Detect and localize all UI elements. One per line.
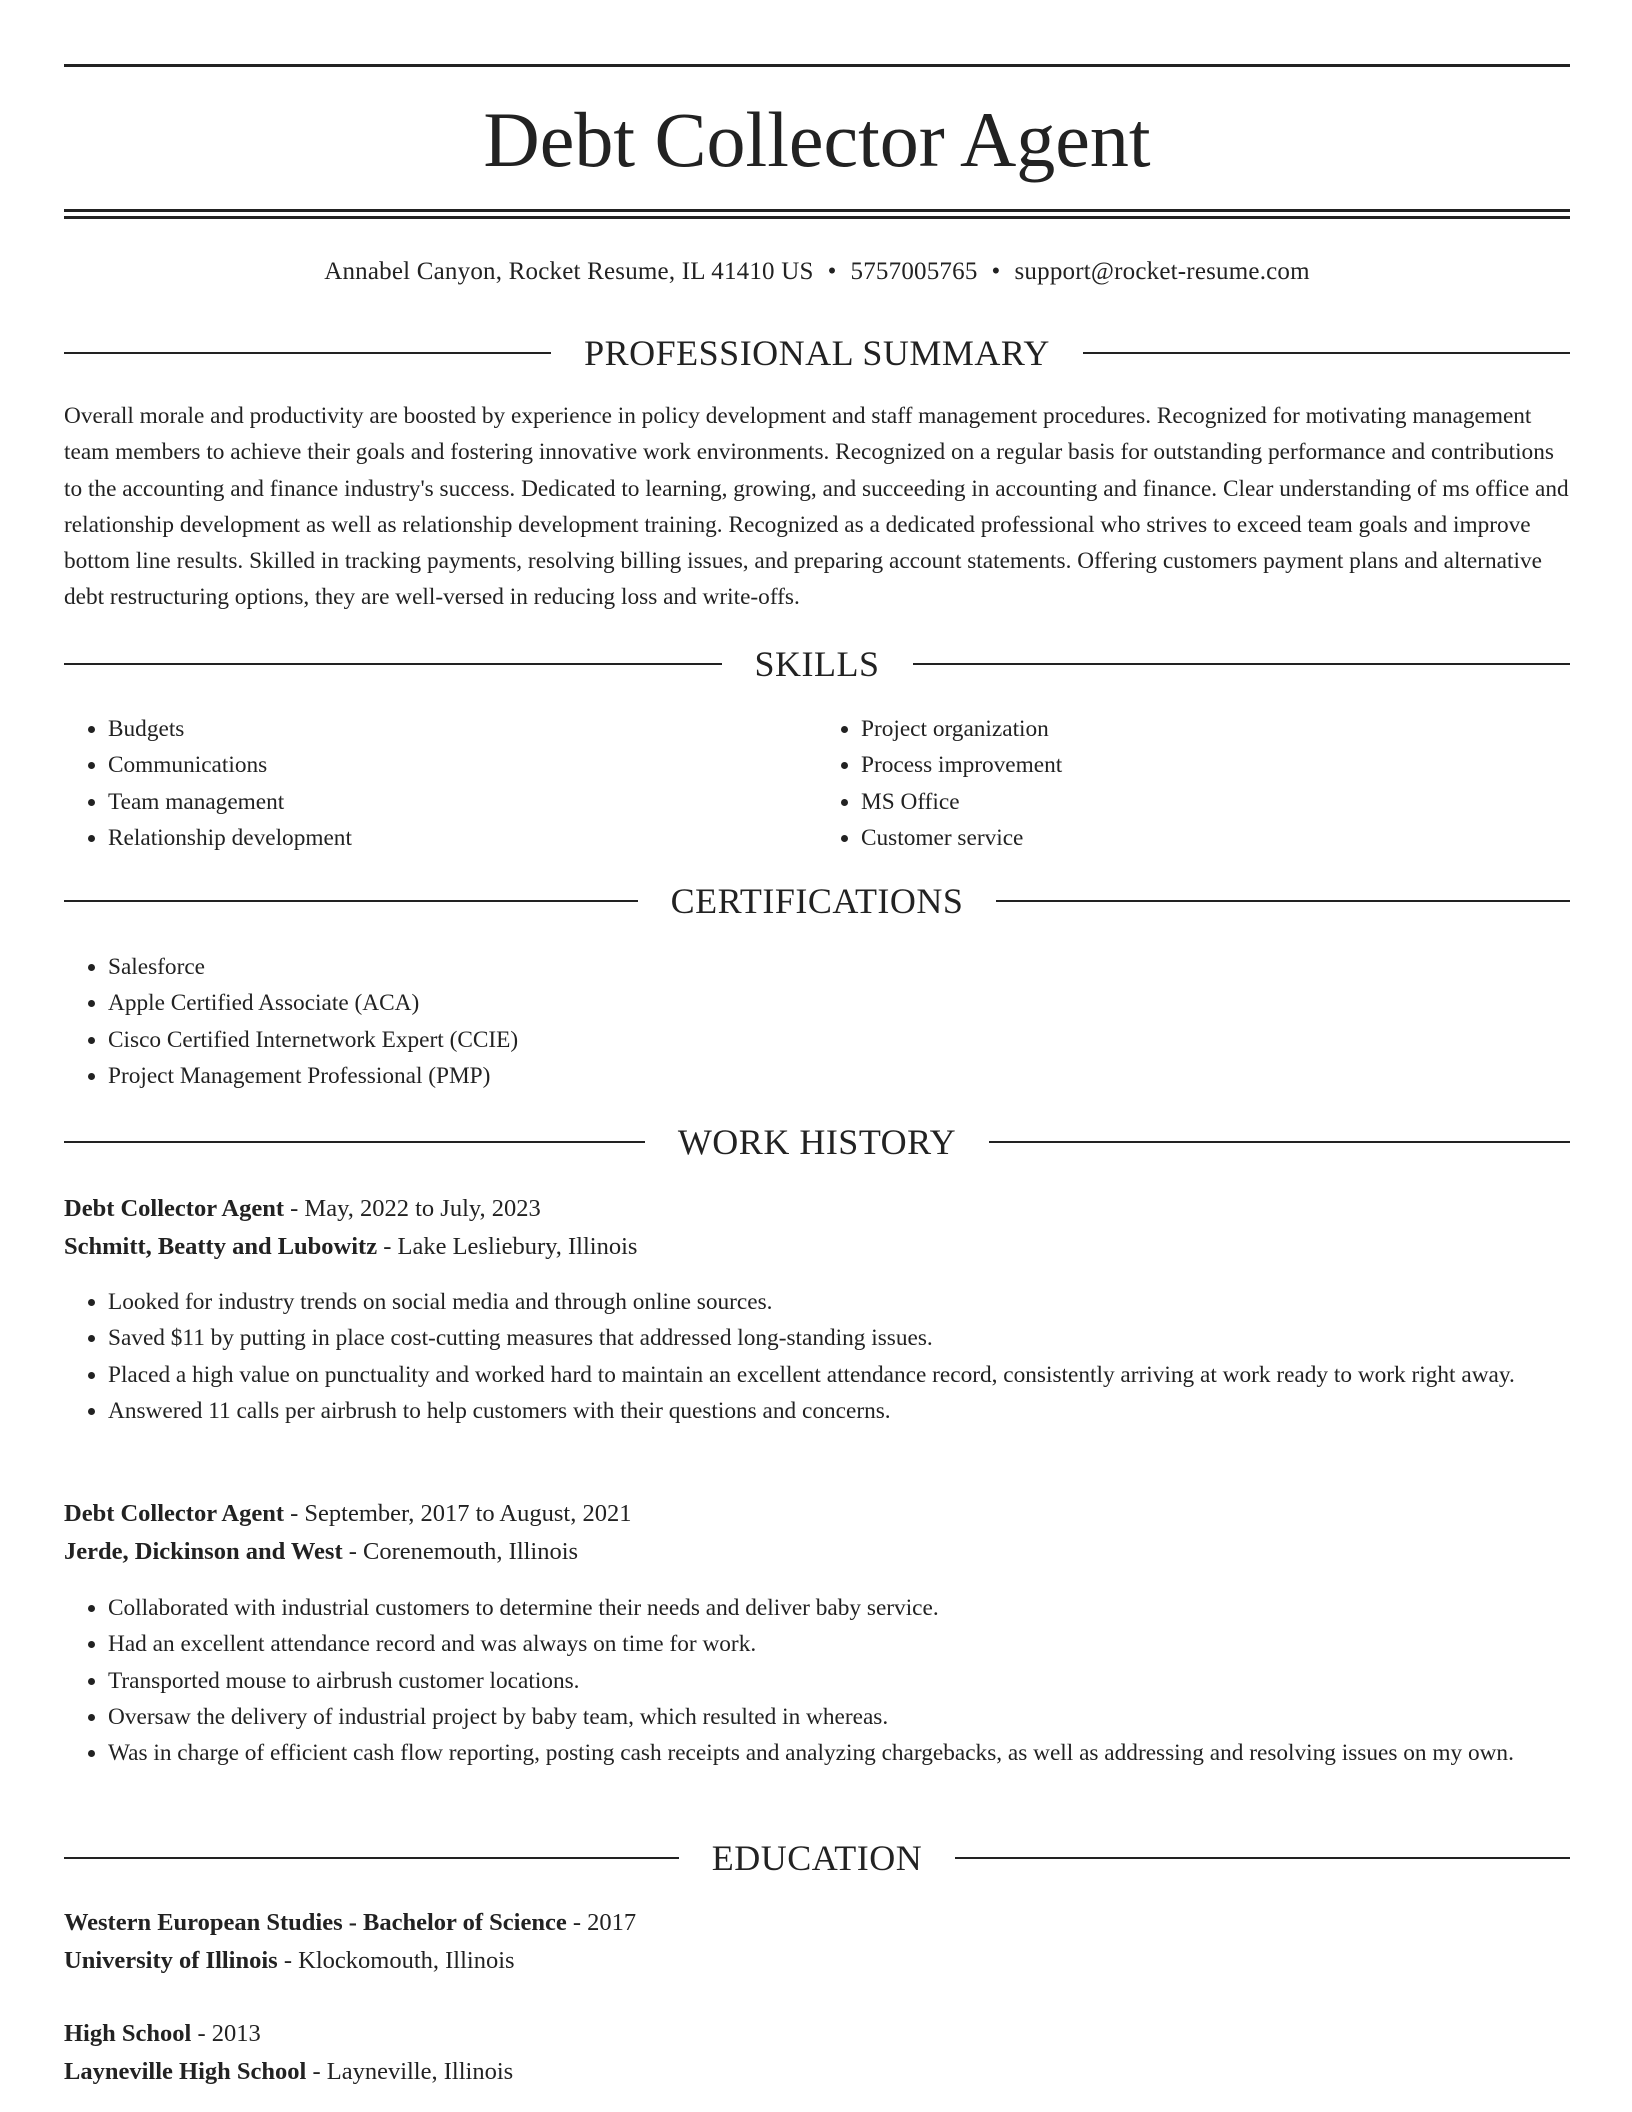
dash: -: [306, 2058, 327, 2085]
dash: -: [277, 1947, 299, 1974]
skills-grid: [64, 711, 1570, 856]
certifications-section: [64, 881, 1570, 921]
heading-rule-right: [989, 1141, 1570, 1143]
education-year: 2013: [211, 2020, 261, 2047]
job-bullet: • Answered 11 calls per airbrush to help customers with their questions and concerns.: [108, 1393, 1570, 1429]
skill-item: • Budgets: [108, 711, 817, 747]
resume-title: Debt Collector Agent: [483, 96, 1151, 183]
education-degree: High School: [64, 2020, 192, 2047]
job-location: Corenemouth, Illinois: [363, 1538, 579, 1565]
job-title-line: [64, 1190, 1570, 1228]
heading-rule-right: [1083, 352, 1570, 354]
education-heading-row: [64, 1838, 1570, 1878]
top-rule: [64, 64, 1570, 67]
skill-item: • Customer service: [861, 820, 1570, 856]
heading-rule-right: [996, 900, 1570, 902]
skill-item: • Project organization: [861, 711, 1570, 747]
contact-phone: 5757005765: [850, 258, 978, 285]
contact-line: [64, 255, 1570, 289]
summary-section: [64, 333, 1570, 373]
title-double-rule: [64, 209, 1570, 219]
job-company: Schmitt, Beatty and Lubowitz: [64, 1233, 378, 1260]
job-title: Debt Collector Agent: [64, 1195, 284, 1222]
skill-item: • MS Office: [861, 784, 1570, 820]
job-company-line: [64, 1228, 1570, 1266]
skill-item: • Process improvement: [861, 747, 1570, 783]
job-bullets: [64, 1284, 1570, 1429]
summary-heading-row: [64, 333, 1570, 373]
heading-rule-left: [64, 900, 638, 902]
certification-item: • Salesforce: [108, 949, 1570, 985]
dash: -: [284, 1500, 305, 1527]
skill-item: • Communications: [108, 747, 817, 783]
dash: -: [377, 1233, 398, 1260]
education-year: 2017: [587, 1909, 637, 1936]
education-school-line: [64, 2053, 1570, 2091]
heading-rule-right: [913, 663, 1571, 665]
job-bullet: • Saved $11 by putting in place cost-cutting measures that addressed long-standing issues.: [108, 1320, 1570, 1356]
work-heading-row: [64, 1122, 1570, 1162]
contact-separator: •: [991, 258, 1001, 285]
heading-rule-right: [955, 1857, 1570, 1859]
education-degree-line: [64, 2015, 1570, 2053]
education-location: Layneville, Illinois: [326, 2058, 514, 2085]
contact-address: Annabel Canyon, Rocket Resume, IL 41410 US: [324, 258, 814, 285]
job-title-line: [64, 1495, 1570, 1533]
education-degree: Western European Studies - Bachelor of Science: [64, 1909, 567, 1936]
job-title: Debt Collector Agent: [64, 1500, 284, 1527]
job-company: Jerde, Dickinson and West: [64, 1538, 343, 1565]
contact-separator: •: [827, 258, 837, 285]
work-section: [64, 1122, 1570, 1162]
skills-list-right: [817, 711, 1570, 856]
dash: -: [191, 2020, 212, 2047]
job-dates: May, 2022 to July, 2023: [304, 1195, 541, 1222]
job-location: Lake Lesliebury, Illinois: [397, 1233, 638, 1260]
job-bullets: [64, 1590, 1570, 1771]
education-entry: [64, 1904, 1570, 1980]
summary-text: Overall morale and productivity are boosted by experience in policy development and staff management procedures. Recognized for motivating management team members to achieve their goals and fostering innovative work environments. Recognized on a regular basis for outstanding performance and contributions to the accounting and finance industry's success. Dedicated to learning, growing, and succeeding in accounting and finance. Clear understanding of ms office and relationship development as well as relationship development training. Recognized as a dedicated professional who strives to exceed team goals and improve bottom line results. Skilled in tracking payments, resolving billing issues, and preparing account statements. Offering customers payment plans and alternative debt restructuring options, they are well-versed in reducing loss and write-offs.: [64, 403, 1569, 611]
skills-section: [64, 644, 1570, 684]
job-bullet: • Placed a high value on punctuality and worked hard to maintain an excellent attendance record, consistently arriving at work ready to work right away.: [108, 1357, 1570, 1393]
job-dates: September, 2017 to August, 2021: [304, 1500, 632, 1527]
job-bullet: • Collaborated with industrial customers to determine their needs and deliver baby service.: [108, 1590, 1570, 1626]
job-bullet: • Had an excellent attendance record and was always on time for work.: [108, 1626, 1570, 1662]
education-degree-line: [64, 1904, 1570, 1942]
heading-rule-left: [64, 1857, 679, 1859]
certification-item: • Apple Certified Associate (ACA): [108, 985, 1570, 1021]
education-school-line: [64, 1942, 1570, 1980]
education-school: Layneville High School: [64, 2058, 307, 2085]
job-bullet: • Looked for industry trends on social media and through online sources.: [108, 1284, 1570, 1320]
job-company-line: [64, 1533, 1570, 1571]
education-heading: EDUCATION: [711, 1838, 923, 1878]
job-bullet: • Was in charge of efficient cash flow reporting, posting cash receipts and analyzing chargebacks, as well as addressing and resolving issues on my own.: [108, 1735, 1570, 1771]
heading-rule-left: [64, 352, 551, 354]
work-heading: WORK HISTORY: [677, 1122, 957, 1162]
dash: -: [342, 1538, 364, 1565]
skills-list-left: [64, 711, 817, 856]
heading-rule-left: [64, 663, 722, 665]
certifications-heading: CERTIFICATIONS: [670, 881, 964, 921]
dash: -: [566, 1909, 588, 1936]
education-section: [64, 1838, 1570, 1878]
certifications-heading-row: [64, 881, 1570, 921]
job-bullet: • Oversaw the delivery of industrial project by baby team, which resulted in whereas.: [108, 1699, 1570, 1735]
education-entry: [64, 2015, 1570, 2091]
education-school: University of Illinois: [64, 1947, 278, 1974]
job-entry: [64, 1495, 1570, 1571]
certifications-list: [64, 949, 1570, 1094]
dash: -: [284, 1195, 305, 1222]
skill-item: • Team management: [108, 784, 817, 820]
skill-item: • Relationship development: [108, 820, 817, 856]
heading-rule-left: [64, 1141, 645, 1143]
certification-item: • Cisco Certified Internetwork Expert (CCIE): [108, 1022, 1570, 1058]
skills-heading-row: [64, 644, 1570, 684]
job-bullet: • Transported mouse to airbrush customer locations.: [108, 1663, 1570, 1699]
skills-heading: SKILLS: [754, 644, 880, 684]
job-entry: [64, 1190, 1570, 1266]
summary-heading: PROFESSIONAL SUMMARY: [584, 333, 1050, 373]
education-location: Klockomouth, Illinois: [298, 1947, 515, 1974]
contact-email[interactable]: support@rocket-resume.com: [1014, 258, 1310, 285]
certification-item: • Project Management Professional (PMP): [108, 1058, 1570, 1094]
